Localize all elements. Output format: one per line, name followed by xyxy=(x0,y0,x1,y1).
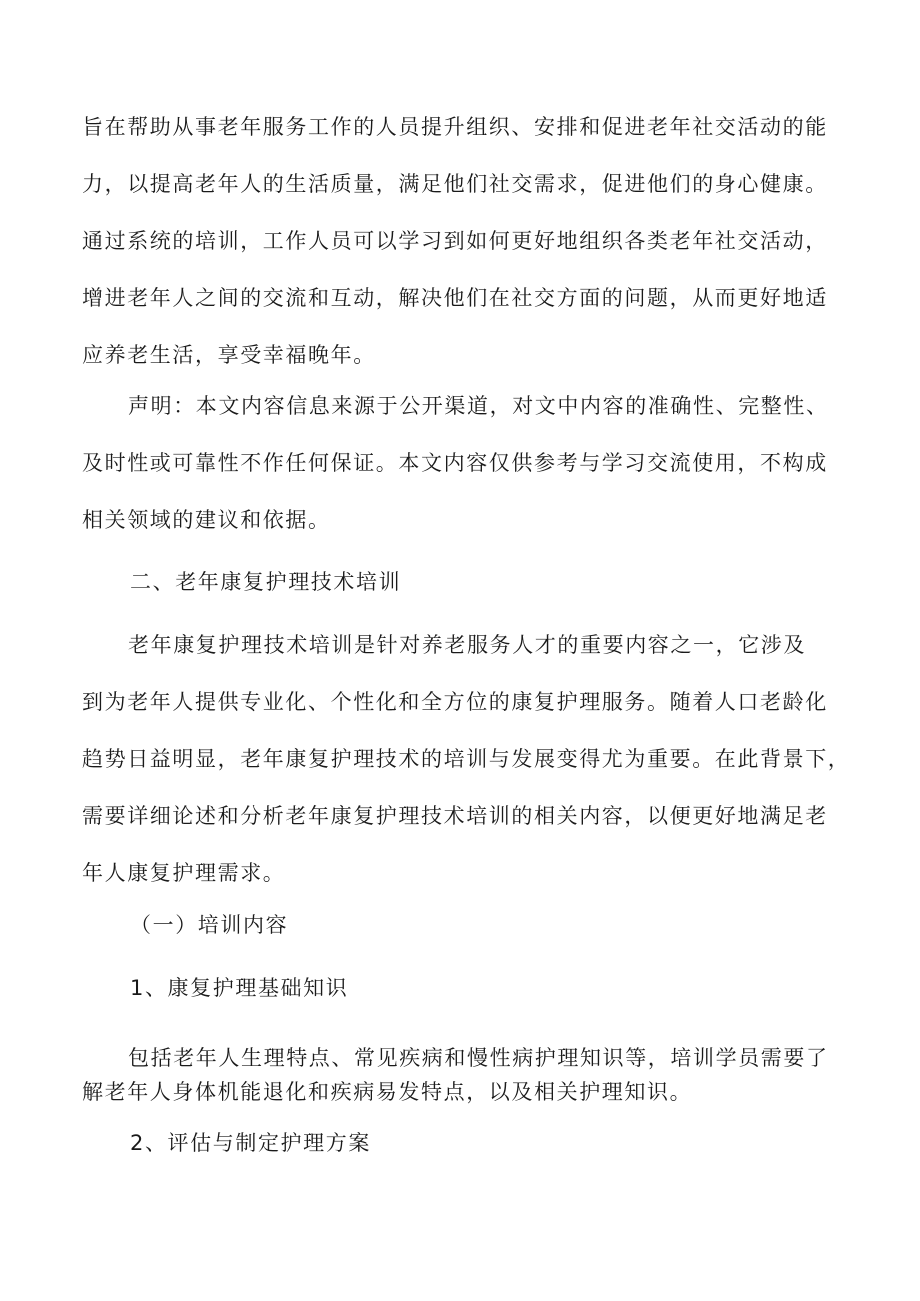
paragraph-line: 应养老生活，享受幸福晚年。 xyxy=(82,343,376,367)
paragraph-line: 包括老年人生理特点、常见疾病和慢性病护理知识等，培训学员需要了 xyxy=(128,1046,829,1070)
paragraph-line: 到为老年人提供专业化、个性化和全方位的康复护理服务。随着人口老龄化 xyxy=(82,690,828,714)
section-heading: 二、老年康复护理技术培训 xyxy=(130,570,402,594)
paragraph-line: 增进老年人之间的交流和互动，解决他们在社交方面的问题，从而更好地适 xyxy=(82,286,828,310)
paragraph-line: 解老年人身体机能退化和疾病易发特点，以及相关护理知识。 xyxy=(82,1080,693,1104)
paragraph-line: 需要详细论述和分析老年康复护理技术培训的相关内容，以便更好地满足老 xyxy=(82,804,828,828)
paragraph-line: 趋势日益明显，老年康复护理技术的培训与发展变得尤为重要。在此背景下， xyxy=(82,747,851,771)
disclaimer-paragraph xyxy=(82,378,842,549)
paragraph-line: 老年康复护理技术培训是针对养老服务人才的重要内容之一，它涉及 xyxy=(128,633,806,657)
item-heading-2: 2、评估与制定护理方案 xyxy=(130,1131,371,1155)
intro-paragraph xyxy=(82,99,842,384)
paragraph-line: 声明：本文内容信息来源于公开渠道，对文中内容的准确性、完整性、 xyxy=(128,394,829,418)
paragraph-line: 年人康复护理需求。 xyxy=(82,861,286,885)
paragraph-line: 旨在帮助从事老年服务工作的人员提升组织、安排和促进老年社交活动的能 xyxy=(82,115,828,139)
section-paragraph xyxy=(82,617,851,902)
paragraph-line: 通过系统的培训，工作人员可以学习到如何更好地组织各类老年社交活动， xyxy=(82,229,828,253)
item-heading-1: 1、康复护理基础知识 xyxy=(130,976,349,1000)
paragraph-line: 力，以提高老年人的生活质量，满足他们社交需求，促进他们的身心健康。 xyxy=(82,172,828,196)
paragraph-line: 及时性或可靠性不作任何保证。本文内容仅供参考与学习交流使用，不构成 xyxy=(82,451,828,475)
item-1-paragraph xyxy=(82,1041,842,1109)
paragraph-line: 相关领域的建议和依据。 xyxy=(82,508,331,532)
subsection-heading: （一）培训内容 xyxy=(130,913,289,937)
